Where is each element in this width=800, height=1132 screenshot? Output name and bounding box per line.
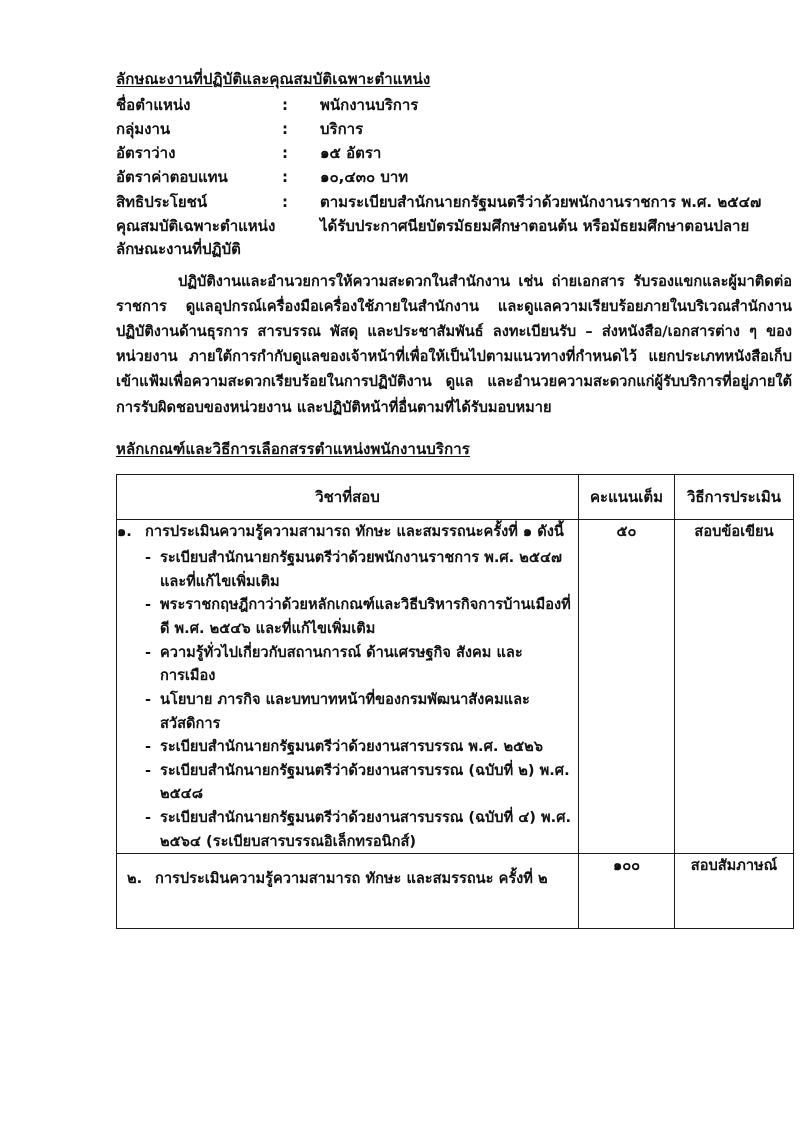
assessment-table-head [117, 475, 794, 520]
column-header-subject: วิชาที่สอบ [117, 475, 579, 520]
field-colon: : [282, 192, 288, 211]
item-title: การประเมินความรู้ความสามารถ ทักษะ และสมรรถนะครั้งที่ ๑ ดังนี้ [145, 523, 564, 541]
dash-icon: - [145, 809, 152, 827]
subject-bullet-list [117, 546, 578, 853]
cell-score-round-1: ๕๐ [579, 520, 675, 854]
list-item-text: ระเบียบสำนักนายกรัฐมนตรีว่าด้วยงานสารบรรณ พ.ศ. ๒๕๒๖ [160, 738, 544, 756]
selection-criteria-heading: หลักเกณฑ์และวิธีการเลือกสรรตำแหน่งพนักงานบริการ [116, 439, 470, 458]
dash-icon: - [145, 690, 152, 708]
field-row-salary [116, 165, 792, 189]
field-row-work-group [116, 117, 792, 141]
field-colon: : [282, 168, 288, 187]
position-details-heading: ลักษณะงานที่ปฏิบัติและคุณสมบัติเฉพาะตำแหน่ง [116, 70, 431, 88]
field-label: คุณสมบัติเฉพาะตำแหน่ง [116, 216, 276, 235]
job-description-heading: ลักษณะงานที่ปฏิบัติ [116, 240, 241, 259]
field-value: ได้รับประกาศนียบัตรมัธยมศึกษาตอนต้น หรือมัธยมศึกษาตอนปลาย [320, 216, 750, 235]
cell-subject-round-2 [117, 854, 579, 929]
list-item-text: พระราชกฤษฎีกาว่าด้วยหลักเกณฑ์และวิธีบริหารกิจการบ้านเมืองที่ดี พ.ศ. ๒๕๔๖ และที่แก้ไขเพิ่มเติม [160, 596, 571, 637]
dash-icon: - [145, 643, 152, 661]
list-item-text: ความรู้ทั่วไปเกี่ยวกับสถานการณ์ ด้านเศรษฐกิจ สังคม และการเมือง [160, 643, 523, 685]
list-item [145, 641, 578, 688]
position-field-list [116, 93, 792, 239]
field-label: สิทธิประโยชน์ [116, 192, 208, 211]
assessment-table [116, 474, 794, 929]
list-item [145, 759, 578, 806]
field-row-vacancies [116, 141, 792, 165]
cell-subject-round-1 [117, 520, 579, 854]
dash-icon: - [145, 738, 152, 756]
item-title-line [117, 520, 578, 544]
column-header-method: วิธีการประเมิน [675, 475, 794, 520]
dash-icon: - [145, 761, 152, 779]
item-title-line [127, 867, 568, 891]
item-title: การประเมินความรู้ความสามารถ ทักษะ และสมรรถนะ ครั้งที่ ๒ [155, 870, 548, 888]
field-row-position-name [116, 93, 792, 117]
list-item [145, 688, 578, 735]
list-item-text: ระเบียบสำนักนายกรัฐมนตรีว่าด้วยงานสารบรรณ (ฉบับที่ ๔) พ.ศ. ๒๕๖๔ (ระเบียบสารบรรณอิเล็กทรอนิกส์) [160, 809, 572, 850]
field-label: กลุ่มงาน [116, 119, 171, 138]
field-value: ๑๐,๔๓๐ บาท [320, 168, 409, 187]
list-item [145, 735, 578, 759]
document-content [116, 68, 792, 929]
field-value: พนักงานบริการ [320, 95, 419, 114]
list-item-text: นโยบาย ภารกิจ และบทบาทหน้าที่ของกรมพัฒนาสังคมและสวัสดิการ [160, 690, 530, 732]
cell-score-round-2: ๑๐๐ [579, 854, 675, 929]
table-header-row [117, 475, 794, 520]
list-item-text: ระเบียบสำนักนายกรัฐมนตรีว่าด้วยงานสารบรรณ (ฉบับที่ ๒) พ.ศ. ๒๕๔๘ [160, 761, 570, 803]
field-value: บริการ [320, 119, 364, 138]
assessment-table-body [117, 520, 794, 929]
field-label: อัตราว่าง [116, 144, 176, 163]
item-number: ๒. [127, 870, 143, 888]
list-item [145, 593, 578, 640]
cell-method-round-1: สอบข้อเขียน [675, 520, 794, 854]
cell-method-round-2: สอบสัมภาษณ์ [675, 854, 794, 929]
field-label: อัตราค่าตอบแทน [116, 168, 228, 187]
list-item-text: ระเบียบสำนักนายกรัฐมนตรีว่าด้วยพนักงานราชการ พ.ศ. ๒๕๔๗ และที่แก้ไขเพิ่มเติม [160, 549, 562, 590]
list-item [145, 806, 578, 853]
column-header-score: คะแนนเต็ม [579, 475, 675, 520]
field-colon: : [282, 95, 288, 114]
field-colon: : [282, 119, 288, 138]
field-row-benefits [116, 190, 792, 214]
field-colon: : [282, 144, 288, 163]
dash-icon: - [145, 596, 152, 614]
table-row [117, 520, 794, 854]
job-description-paragraph: ปฏิบัติงานและอำนวยการให้ความสะดวกในสำนักงาน เช่น ถ่ายเอกสาร รับรองแขกและผู้มาติดต่อราชการ ดูแลอุปกรณ์เครื่องมือเครื่องใช้ภายในสำนักงาน และดูแลความเรียบร้อยภายในบริเวณสำนักงาน ปฏิบัติงานด้านธุรการ สารบรรณ พัสดุ และประชาสัมพันธ์ ลงทะเบียนรับ – ส่งหนังสือ/เอกสารต่าง ๆ ของหน่วยงาน ภายใต้การกำกับดูแลของเจ้าหน้าที่เพื่อให้เป็นไปตามแนวทางที่กำหนดไว้ แยกประเภทหนังสือเก็บเข้าแฟ้มเพื่อความสะดวกเรียบร้อยในการปฏิบัติงาน ดูแล และอำนวยความสะดวกแก่ผู้รับบริการที่อยู่ภายใต้การรับผิดชอบของหน่วยงาน และปฏิบัติหน้าที่อื่นตามที่ได้รับมอบหมาย [116, 272, 792, 416]
field-label: ชื่อตำแหน่ง [116, 95, 191, 114]
list-item [145, 546, 578, 593]
item-number: ๑. [117, 523, 132, 541]
field-value: ตามระเบียบสำนักนายกรัฐมนตรีว่าด้วยพนักงานราชการ พ.ศ. ๒๕๔๗ [320, 192, 762, 211]
table-row [117, 854, 794, 929]
field-row-qualifications [116, 214, 792, 238]
field-value: ๑๕ อัตรา [320, 144, 382, 163]
dash-icon: - [145, 549, 152, 567]
